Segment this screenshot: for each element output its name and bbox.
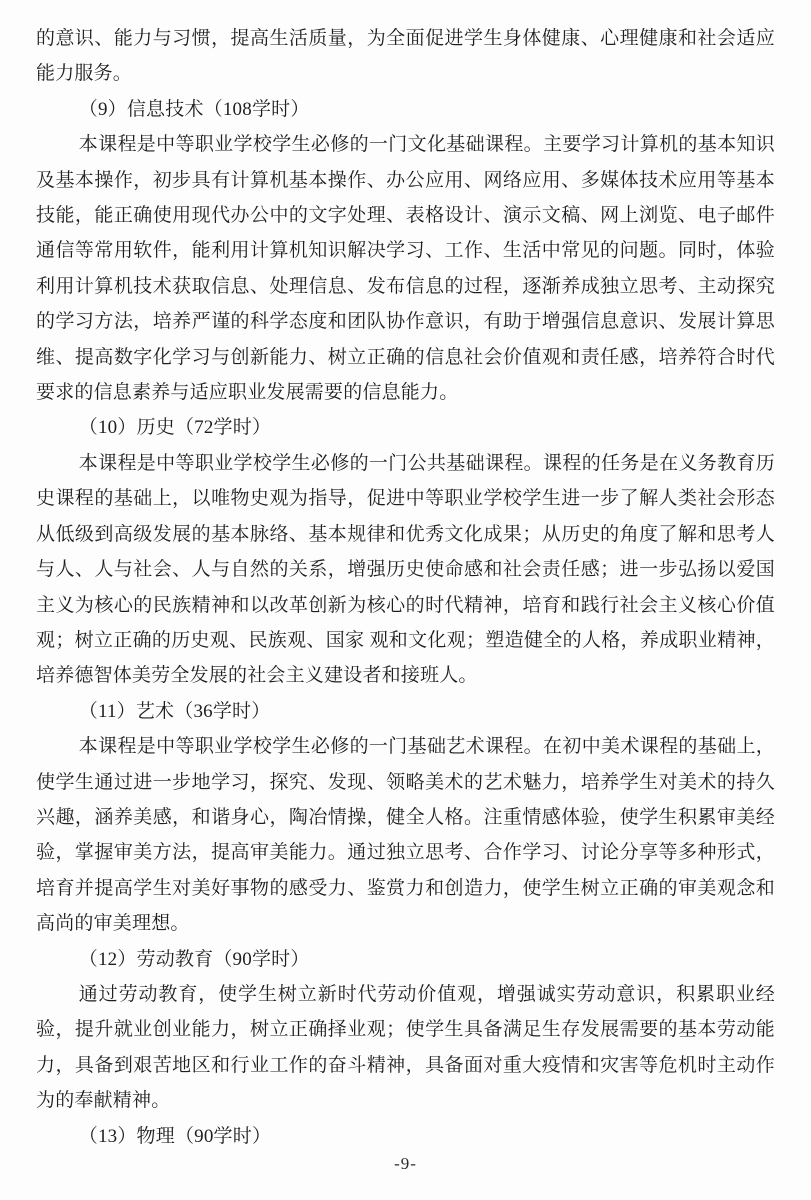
course-paragraph-history: 本课程是中等职业学校学生必修的一门公共基础课程。课程的任务是在义务教育历史课程的基础上，以唯物史观为指导，促进中等职业学校学生进一步了解人类社会形态从低级到高级发展的基本脉络、基本规律和优秀文化成果；从历史的角度了解和思考人与人、人与社会、人与自然的关系，增强历史使命感和社会责任感；进一步弘扬以爱国主义为核心的民族精神和以改革创新为核心的时代精神，培育和践行社会主义核心价值观；树立正确的历史观、民族观、国家 观和文化观；塑造健全的人格，养成职业精神，培养德智体美劳全发展的社会主义建设者和接班人。 xyxy=(36,452,775,687)
course-heading-art: （11）艺术（36学时） xyxy=(78,700,271,722)
course-paragraph-information-technology: 本课程是中等职业学校学生必修的一门文化基础课程。主要学习计算机的基本知识及基本操作，初步具有计算机基本操作、办公应用、网络应用、多媒体技术应用等基本技能，能正确使用现代办公中的文字处理、表格设计、演示文稿、网上浏览、电子邮件通信等常用软件，能利用计算机知识解决学习、工作、生活中常见的问题。同时，体验利用计算机技术获取信息、处理信息、发布信息的过程，逐渐养成独立思考、主动探究的学习方法，培养严谨的科学态度和团队协作意识，有助于增强信息意识、发展计算思维、提高数字化学习与创新能力、树立正确的信息社会价值观和责任感，培养符合时代要求的信息素养与适应职业发展需要的信息能力。 xyxy=(36,134,775,404)
course-paragraph-art: 本课程是中等职业学校学生必修的一门基础艺术课程。在初中美术课程的基础上，使学生通过进一步地学习，探究、发现、领略美术的艺术魅力，培养学生对美术的持久兴趣，涵养美感，和谐身心，陶冶情操，健全人格。注重情感体验，使学生积累审美经验，掌握审美方法，提高审美能力。通过独立思考、合作学习、讨论分享等多种形式，培育并提高学生对美好事物的感受力、鉴赏力和创造力，使学生树立正确的审美观念和高尚的审美理想。 xyxy=(36,736,775,935)
page-number: -9- xyxy=(394,1154,417,1173)
course-heading-information-technology: （9）信息技术（108学时） xyxy=(78,98,310,120)
document-body xyxy=(36,21,775,1154)
course-paragraph-labor-education: 通过劳动教育，使学生树立新时代劳动价值观，增强诚实劳动意识，积累职业经验，提升就业创业能力，树立正确择业观；使学生具备满足生存发展需要的基本劳动能力，具备到艰苦地区和行业工作的奋斗精神，具备面对重大疫情和灾害等危机时主动作为的奉献精神。 xyxy=(36,983,775,1112)
paragraph-continuation: 的意识、能力与习惯，提高生活质量，为全面促进学生身体健康、心理健康和社会适应能力服务。 xyxy=(36,28,775,85)
course-heading-physics: （13）物理（90学时） xyxy=(78,1125,272,1147)
course-heading-history: （10）历史（72学时） xyxy=(78,417,272,439)
page-footer xyxy=(0,1154,811,1174)
course-heading-labor-education: （12）劳动教育（90学时） xyxy=(78,948,310,970)
